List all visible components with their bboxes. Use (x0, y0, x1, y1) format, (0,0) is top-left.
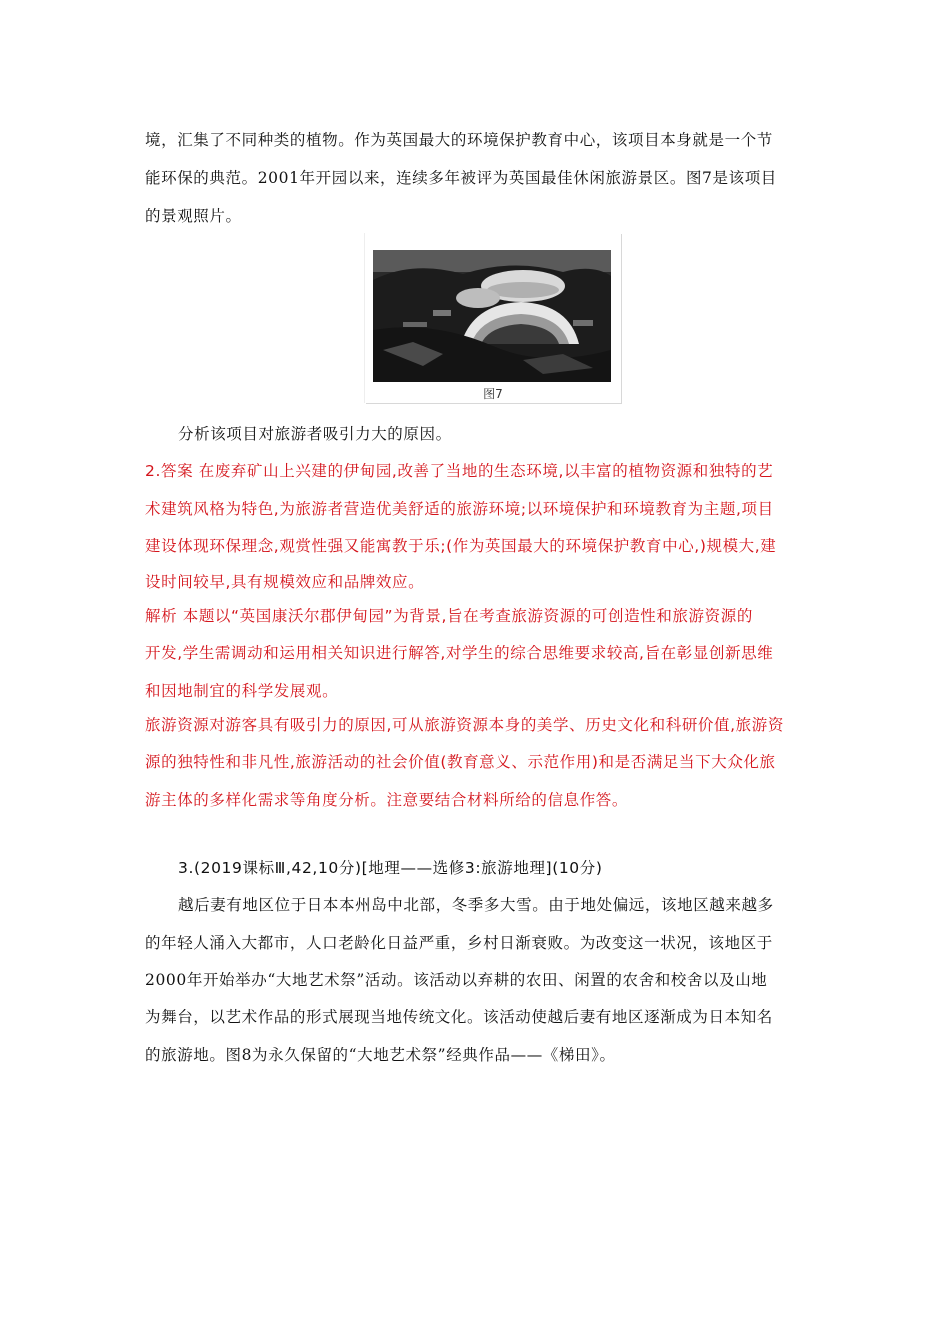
eden-project-photo (373, 250, 611, 382)
figure-7 (365, 233, 621, 403)
answer-line: 建设体现环保理念,观赏性强又能寓教于乐;(作为英国最大的环境保护教育中心,)规模大,建 (145, 537, 777, 555)
analysis-line: 解析 本题以“英国康沃尔郡伊甸园”为背景,旨在考查旅游资源的可创造性和旅游资源的 (145, 607, 753, 625)
q3-line: 2000年开始举办“大地艺术祭”活动。该活动以弃耕的农田、闲置的农舍和校舍以及山地 (145, 971, 768, 989)
q3-line: 的年轻人涌入大都市，人口老龄化日益严重，乡村日渐衰败。为改变这一状况，该地区于 (145, 934, 773, 952)
question-text: 分析该项目对旅游者吸引力大的原因。 (178, 425, 452, 443)
intro-line: 境，汇集了不同种类的植物。作为英国最大的环境保护教育中心，该项目本身就是一个节 (145, 131, 773, 149)
figure-caption: 图7 (483, 387, 503, 401)
answer-line: 设时间较早,具有规模效应和品牌效应。 (145, 573, 425, 591)
q3-line: 的旅游地。图8为永久保留的“大地艺术祭”经典作品——《梯田》。 (145, 1046, 616, 1064)
intro-line: 的景观照片。 (145, 207, 242, 225)
answer-line: 2.答案 在废弃矿山上兴建的伊甸园,改善了当地的生态环境,以丰富的植物资源和独特的艺 (145, 462, 774, 480)
q3-line: 越后妻有地区位于日本本州岛中北部，冬季多大雪。由于地处偏远，该地区越来越多 (178, 896, 774, 914)
intro-line: 能环保的典范。2001年开园以来，连续多年被评为英国最佳休闲旅游景区。图7是该项目 (145, 169, 777, 187)
q3-header: 3.(2019课标Ⅲ,42,10分)[地理——选修3:旅游地理](10分) (178, 859, 603, 877)
analysis-line: 源的独特性和非凡性,旅游活动的社会价值(教育意义、示范作用)和是否满足当下大众化旅 (145, 753, 776, 771)
q3-line: 为舞台，以艺术作品的形式展现当地传统文化。该活动使越后妻有地区逐渐成为日本知名 (145, 1008, 773, 1026)
answer-line: 术建筑风格为特色,为旅游者营造优美舒适的旅游环境;以环境保护和环境教育为主题,项目 (145, 500, 774, 518)
analysis-line: 开发,学生需调动和运用相关知识进行解答,对学生的综合思维要求较高,旨在彰显创新思维 (145, 644, 774, 662)
analysis-line: 和因地制宜的科学发展观。 (145, 682, 339, 700)
analysis-line: 旅游资源对游客具有吸引力的原因,可从旅游资源本身的美学、历史文化和科研价值,旅游资 (145, 716, 784, 734)
analysis-line: 游主体的多样化需求等角度分析。注意要结合材料所给的信息作答。 (145, 791, 629, 809)
